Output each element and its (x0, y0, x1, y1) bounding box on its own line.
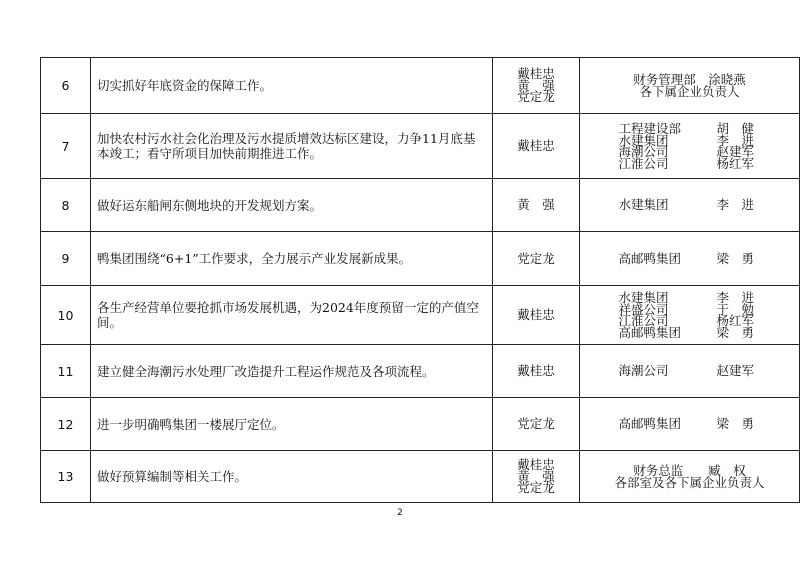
responsible-cell (580, 398, 800, 451)
responsible-unit: 江淮公司 (618, 155, 669, 171)
responsible-line: 各下属企业负责人 (639, 83, 740, 99)
leader-name: 戴桂忠 (517, 307, 555, 323)
leader-cell (493, 398, 580, 451)
responsible-cell (580, 232, 800, 286)
leader-cell (493, 114, 580, 179)
responsible-entry (618, 324, 761, 340)
responsible-cell (580, 114, 800, 179)
responsible-cell (580, 345, 800, 398)
responsible-unit: 高邮鸭集团 (618, 416, 682, 432)
responsible-cell (580, 451, 800, 503)
responsible-list (580, 292, 799, 338)
responsible-cell (580, 58, 800, 114)
table-row (41, 451, 800, 503)
responsible-person: 赵建军 (716, 363, 755, 379)
leader-cell (493, 58, 580, 114)
responsible-entry (619, 365, 761, 377)
responsible-unit: 水建集团 (618, 197, 669, 213)
task-description: 鸭集团围绕“6+1”工作要求，全力展示产业发展新成果。 (91, 232, 493, 286)
leader-cell (493, 286, 580, 345)
table-row (41, 179, 800, 232)
table-row (41, 286, 800, 345)
leader-name: 党定龙 (517, 89, 555, 105)
responsible-person: 李 进 (716, 290, 755, 305)
task-description: 做好运东船闸东侧地块的开发规划方案。 (91, 179, 493, 232)
responsible-list (580, 365, 799, 377)
leader-name: 戴桂忠 (517, 457, 555, 473)
responsible-list (580, 123, 799, 169)
responsible-person: 梁 勇 (716, 324, 755, 340)
responsible-unit: 祥盛公司 (618, 301, 669, 317)
responsible-person: 于 勉 (716, 301, 755, 317)
task-table-body (41, 58, 800, 503)
responsible-cell (580, 179, 800, 232)
task-description: 切实抓好年底资金的保障工作。 (91, 58, 493, 114)
row-number: 9 (41, 232, 91, 286)
leader-name: 党定龙 (517, 480, 555, 496)
table-row (41, 58, 800, 114)
responsible-line: 财务总监 臧 权 (633, 463, 746, 478)
responsible-unit: 水建集团 (618, 290, 669, 305)
task-table (40, 57, 800, 503)
responsible-person: 杨红军 (716, 313, 755, 328)
responsible-entry (619, 199, 761, 211)
responsible-unit: 工程建设部 (618, 121, 682, 136)
leader-cell (493, 179, 580, 232)
row-number: 11 (41, 345, 91, 398)
leader-name: 戴桂忠 (517, 363, 555, 379)
responsible-person: 赵建军 (716, 144, 755, 159)
leader-name: 戴桂忠 (517, 138, 555, 154)
responsible-unit: 海潮公司 (618, 144, 669, 159)
leader-name: 黄 强 (517, 197, 555, 213)
responsible-entry (618, 250, 761, 266)
row-number: 12 (41, 398, 91, 451)
responsible-line: 财务管理部 涂晓燕 (633, 72, 746, 87)
task-description: 建立健全海潮污水处理厂改造提升工程运作规范及各项流程。 (91, 345, 493, 398)
table-row (41, 398, 800, 451)
responsible-list (580, 418, 799, 430)
responsible-unit: 江淮公司 (618, 313, 669, 328)
leader-name: 党定龙 (517, 250, 555, 266)
responsible-unit: 高邮鸭集团 (618, 250, 682, 266)
row-number: 13 (41, 451, 91, 503)
table-row (41, 345, 800, 398)
row-number: 10 (41, 286, 91, 345)
leader-cell (493, 232, 580, 286)
responsible-list (580, 250, 799, 266)
table-row (41, 114, 800, 179)
responsible-person: 梁 勇 (716, 250, 755, 266)
responsible-unit: 水建集团 (618, 132, 669, 148)
table-row (41, 232, 800, 286)
responsible-person: 李 进 (716, 132, 755, 148)
task-description: 加快农村污水社会化治理及污水提质增效达标区建设，力争11月底基本竣工；看守所项目加快前期推进工作。 (91, 114, 493, 179)
leader-name: 黄 强 (517, 77, 555, 93)
responsible-list (580, 74, 799, 97)
leader-cell (493, 451, 580, 503)
task-description: 进一步明确鸭集团一楼展厅定位。 (91, 398, 493, 451)
responsible-person: 梁 勇 (716, 416, 755, 432)
leader-name: 党定龙 (517, 416, 555, 432)
page-number: 2 (397, 508, 403, 518)
responsible-list (580, 199, 799, 211)
task-description: 各生产经营单位要抢抓市场发展机遇，为2024年度预留一定的产值空间。 (91, 286, 493, 345)
row-number: 8 (41, 179, 91, 232)
responsible-entry (618, 155, 761, 171)
responsible-cell (580, 286, 800, 345)
responsible-person: 胡 健 (716, 121, 755, 136)
responsible-unit: 海潮公司 (618, 363, 669, 379)
responsible-entry (619, 418, 761, 430)
leader-name: 黄 强 (517, 468, 555, 484)
responsible-unit: 高邮鸭集团 (618, 324, 682, 340)
responsible-person: 李 进 (716, 197, 755, 213)
row-number: 6 (41, 58, 91, 114)
leader-name: 戴桂忠 (517, 66, 555, 82)
responsible-list (580, 465, 799, 488)
responsible-line: 各部室及各下属企业负责人 (614, 474, 765, 490)
leader-cell (493, 345, 580, 398)
row-number: 7 (41, 114, 91, 179)
task-description: 做好预算编制等相关工作。 (91, 451, 493, 503)
responsible-person: 杨红军 (716, 155, 755, 171)
